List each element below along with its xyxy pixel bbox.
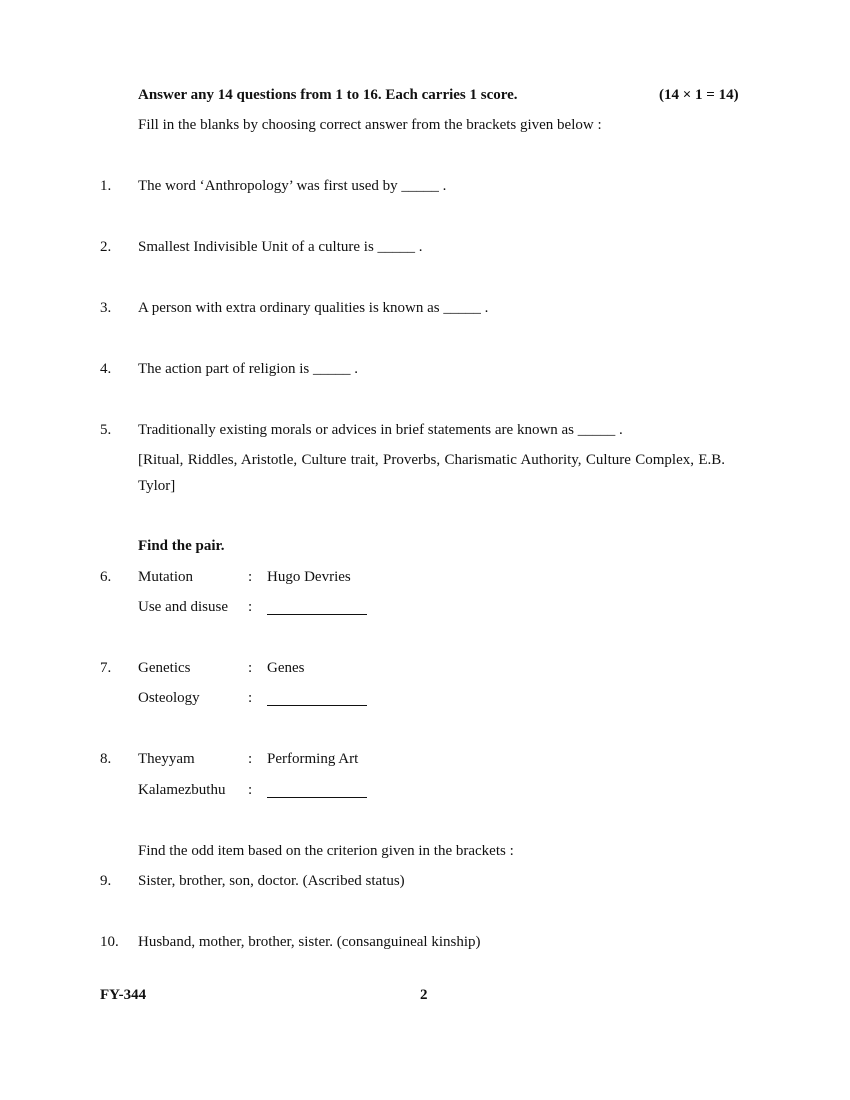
question-number: 6. [100,569,112,585]
pair-left-term: Osteology [138,690,200,706]
page-number: 2 [420,987,428,1003]
question-text: Traditionally existing morals or advices in brief statements are known as _____ . [138,422,623,438]
pair-colon: : [248,690,253,706]
odd-item-heading: Find the odd item based on the criterion given in the brackets : [138,843,514,859]
paper-code: FY-344 [100,987,147,1003]
pair-right-term: Genes [267,660,305,676]
question-number: 3. [100,300,112,316]
pair-left-term: Theyyam [138,751,195,767]
pair-left-term: Use and disuse [138,599,228,615]
question-number: 2. [100,239,112,255]
question-number: 8. [100,751,112,767]
pair-colon: : [248,599,253,615]
pair-colon: : [248,782,253,798]
pair-right-term: Performing Art [267,751,359,767]
question-text: Husband, mother, brother, sister. (consanguineal kinship) [138,934,481,950]
pair-colon: : [248,660,253,676]
answer-blank-line [267,797,367,798]
question-number: 10. [100,934,119,950]
pair-colon: : [248,569,253,585]
question-text: The word ‘Anthropology’ was first used by _____ . [138,178,447,194]
answer-blank-line [267,614,367,615]
pair-colon: : [248,751,253,767]
question-number: 1. [100,178,112,194]
answer-blank-line [267,705,367,706]
question-text: Sister, brother, son, doctor. (Ascribed status) [138,873,405,889]
question-text: A person with extra ordinary qualities is known as _____ . [138,300,489,316]
pair-left-term: Genetics [138,660,191,676]
marks-allocation: (14 × 1 = 14) [659,87,739,103]
question-text: The action part of religion is _____ . [138,361,358,377]
pair-left-term: Mutation [138,569,193,585]
pair-left-term: Kalamezbuthu [138,782,226,798]
answer-options: [Ritual, Riddles, Aristotle, Culture trait, Proverbs, Charismatic Authority, Culture Complex, E.B. Tylor] [138,452,725,494]
question-text: Smallest Indivisible Unit of a culture is _____ . [138,239,423,255]
question-number: 9. [100,873,112,889]
section-instruction: Answer any 14 questions from 1 to 16. Each carries 1 score. [138,87,518,103]
question-number: 5. [100,422,112,438]
question-number: 4. [100,361,112,377]
pair-right-term: Hugo Devries [267,569,351,585]
sub-instruction: Fill in the blanks by choosing correct answer from the brackets given below : [138,117,602,133]
find-pair-heading: Find the pair. [138,538,225,554]
question-number: 7. [100,660,112,676]
